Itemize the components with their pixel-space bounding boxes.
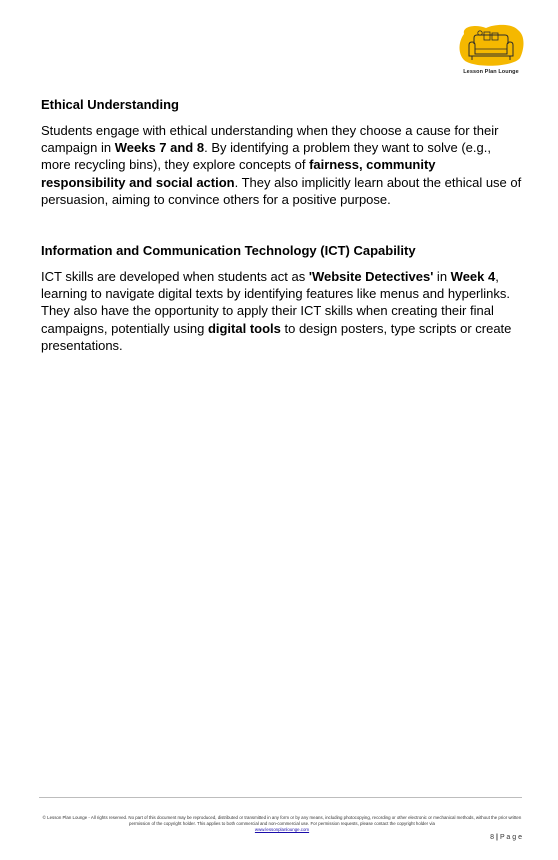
page-separator: | — [495, 834, 498, 841]
body-text: Students engage with ethical understanding when they choose a cause for their campaign in — [41, 123, 499, 156]
section-ethical-understanding — [41, 96, 523, 208]
body-text: . They also implicitly learn about the ethical use of persuasion, aiming to convince others for a positive purpose. — [41, 174, 522, 207]
section-heading: Information and Communication Technology (ICT) Capability — [41, 243, 416, 258]
logo-text: Lesson Plan Lounge — [463, 69, 519, 75]
emphasis-text: Weeks 7 and 8 — [114, 140, 205, 156]
section-paragraph — [41, 268, 523, 354]
body-text: to design posters, type scripts or create presentations. — [41, 320, 512, 353]
website-link[interactable]: www.lessonplanlounge.com — [254, 827, 310, 832]
sofa-icon — [456, 24, 526, 68]
section-ict-capability — [41, 242, 523, 354]
section-heading: Ethical Understanding — [41, 97, 179, 112]
section-paragraph — [41, 122, 523, 208]
body-text: . By identifying a problem they want to solve (e.g., more recycling bins), they explore concepts of — [41, 140, 491, 173]
emphasis-text: Week 4 — [450, 269, 496, 284]
footer-copyright — [42, 815, 522, 833]
body-text: in — [433, 269, 451, 284]
emphasis-text: 'Website Detectives' — [308, 269, 434, 284]
page-number — [490, 834, 522, 841]
page-label: P a g e — [499, 834, 522, 841]
emphasis-text: digital tools — [207, 320, 281, 336]
copyright-notice: © Lesson Plan Lounge - All rights reserved. No part of this document may be reproduced, distributed or transmitted in any form or by any means, including photocopying, recording or other electronic or mechanical methods, without the prior written permission of the copyright holder. This applies to both commercial and non-commercial use. For permission requests, please contact the copyright holder via — [42, 815, 522, 826]
page-number-value: 8 — [490, 834, 494, 841]
lesson-plan-lounge-logo — [456, 24, 526, 82]
body-text: ICT skills are developed when students act as — [41, 269, 309, 284]
footer-divider — [39, 797, 522, 798]
body-text: , learning to navigate digital texts by identifying features like menus and hyperlinks. They also have the opportunity to apply their ICT skills when creating their final campaigns, potentially using — [41, 269, 510, 336]
emphasis-text: fairness, community responsibility and social action — [41, 157, 436, 190]
